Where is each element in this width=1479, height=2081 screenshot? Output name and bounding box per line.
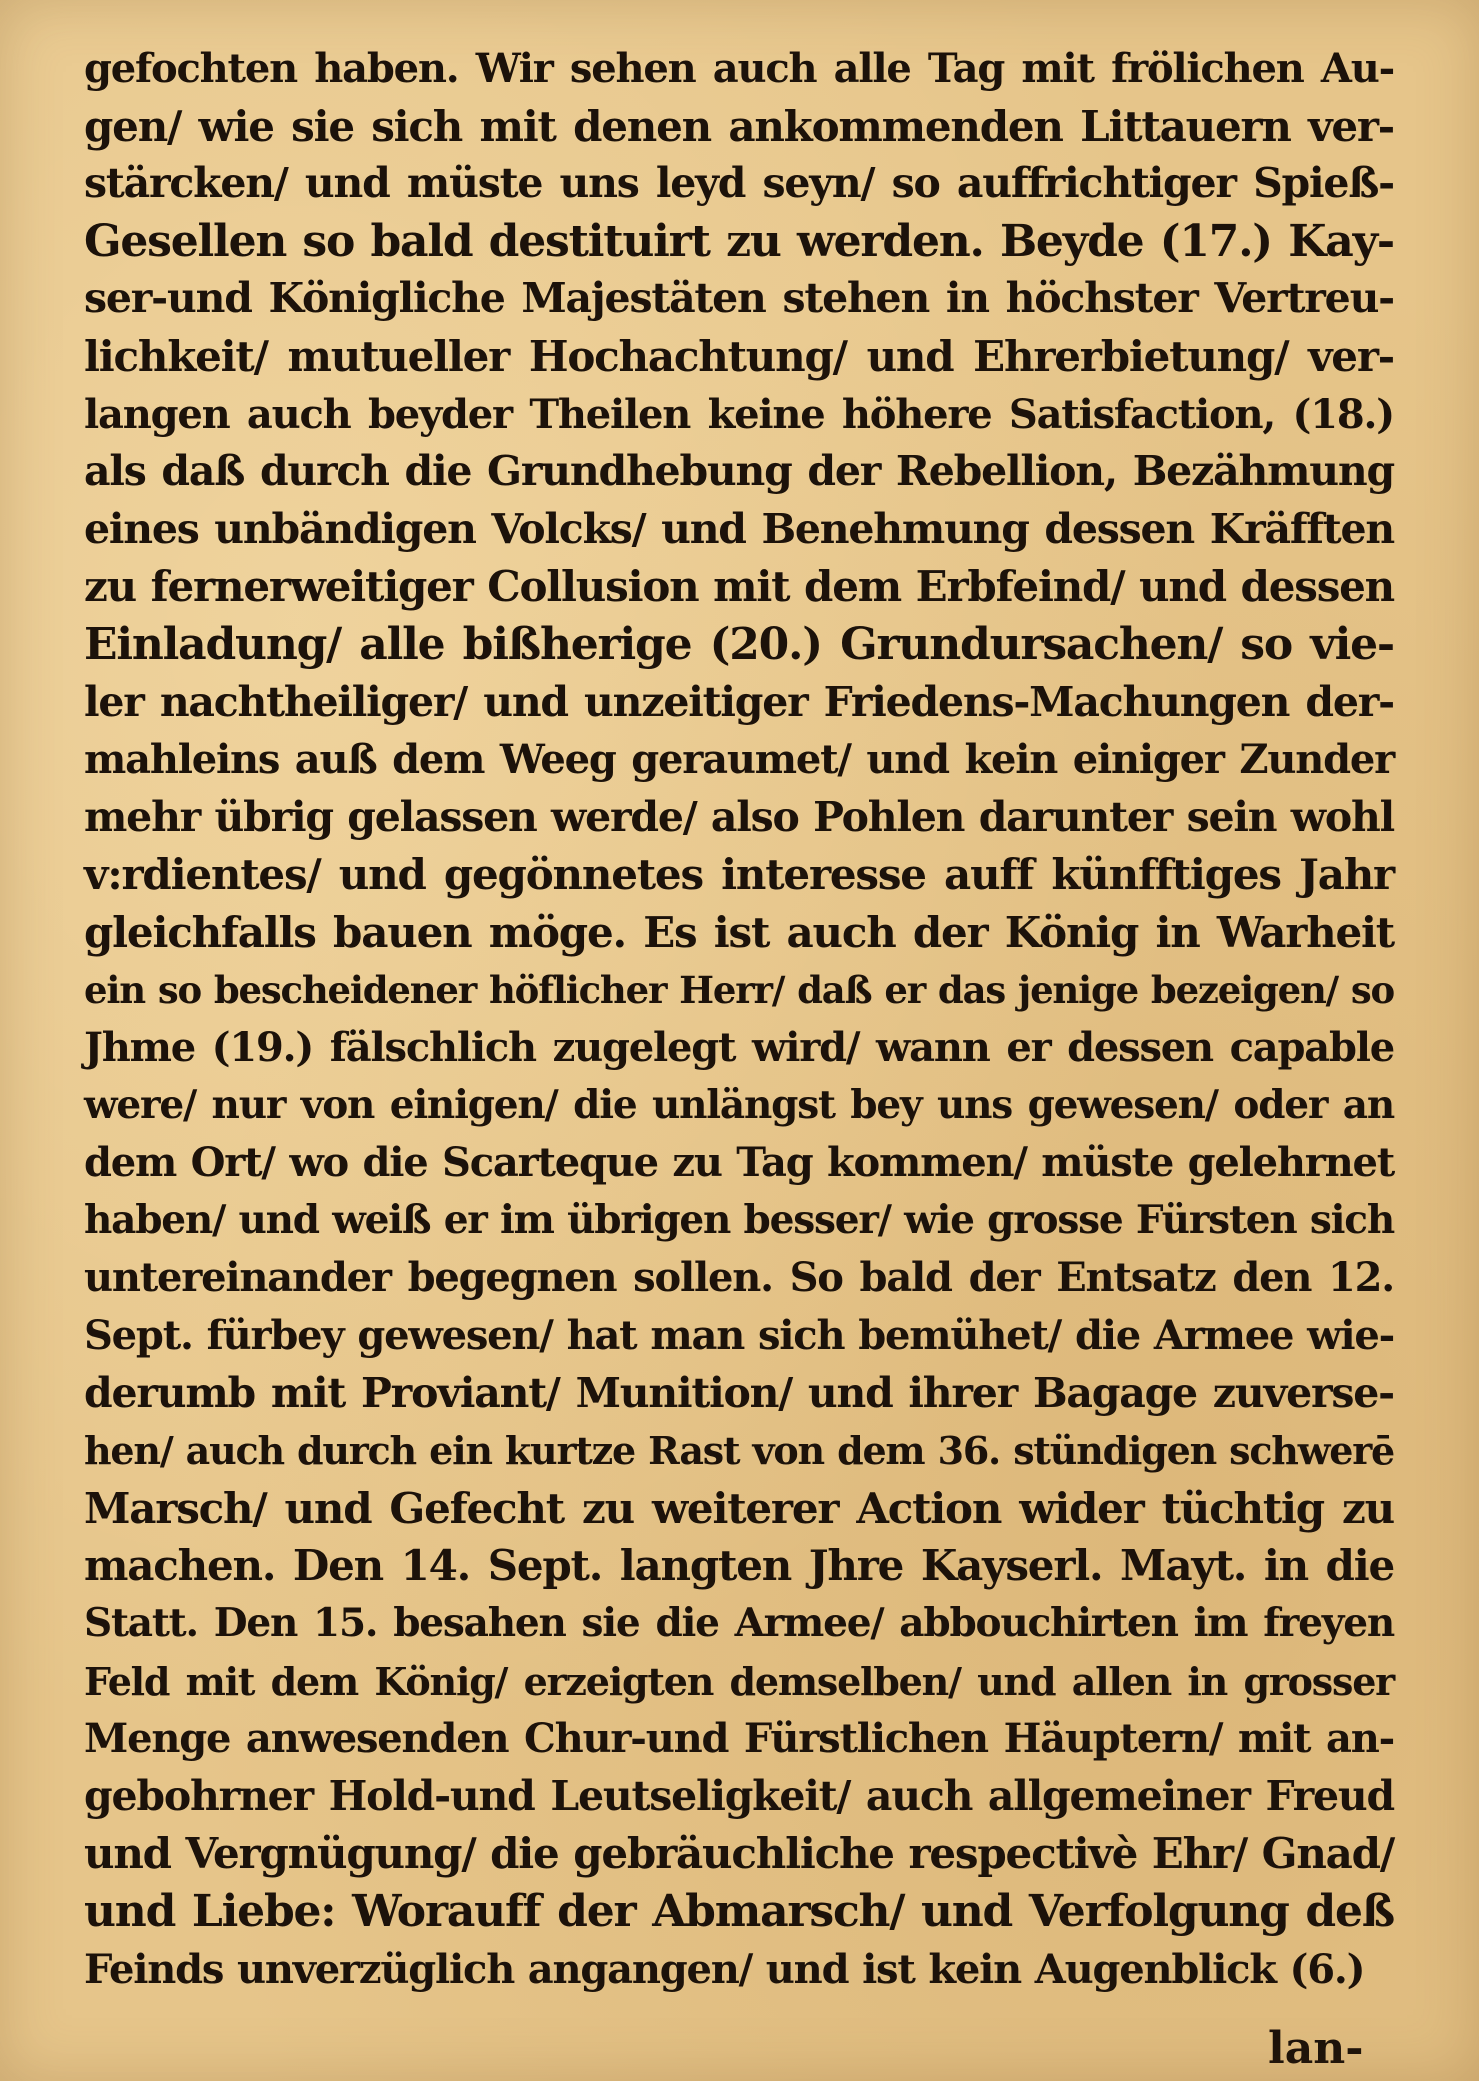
text-line: stärcken/ und müste uns leyd seyn/ so auffrichtiger Spieß- <box>84 159 1394 208</box>
text-line: Marsch/ und Gefecht zu weiterer Action wider tüchtig zu <box>84 1483 1394 1533</box>
text-line: und Vergnügung/ die gebräuchliche respectivè Ehr/ Gnad/ <box>84 1829 1394 1879</box>
text-line: ser-und Königliche Majestäten stehen in höchster Vertreu- <box>84 274 1394 323</box>
text-line: untereinander begegnen sollen. So bald der Entsatz den 12. <box>84 1254 1394 1302</box>
text-line: Statt. Den 15. besahen sie die Armee/ abbouchirten im freyen <box>84 1600 1394 1647</box>
text-line: langen auch beyder Theilen keine höhere Satisfaction, (18.) <box>84 390 1394 438</box>
text-line: derumb mit Proviant/ Munition/ und ihrer Bagage zuverse- <box>84 1368 1394 1417</box>
text-line: Feld mit dem König/ erzeigten demselben/ und allen in grosser <box>84 1658 1394 1704</box>
text-line: gleichfalls bauen möge. Es ist auch der König in Warheit <box>84 907 1394 957</box>
text-line: v:rdientes/ und gegönnetes interesse auff künfftiges Jahr <box>84 850 1394 900</box>
text-line: hen/ auch durch ein kurtze Rast von dem 36. stündigen schwerē <box>84 1428 1394 1474</box>
text-line: Feinds unverzüglich angangen/ und ist kein Augenblick (6.) <box>84 1945 1365 1993</box>
text-line: gefochten haben. Wir sehen auch alle Tag mit frölichen Au- <box>84 45 1394 92</box>
text-line: als daß durch die Grundhebung der Rebellion, Bezähmung <box>84 447 1394 496</box>
text-line: zu fernerweitiger Collusion mit dem Erbfeind/ und dessen <box>84 562 1394 612</box>
text-line: mehr übrig gelassen werde/ also Pohlen darunter sein wohl <box>84 792 1394 841</box>
text-line: ein so bescheidener höflicher Herr/ daß er das jenige bezeigen/ so <box>84 967 1394 1012</box>
text-line: were/ nur von einigen/ die unlängst bey uns gewesen/ oder an <box>84 1081 1394 1128</box>
text-line: Gesellen so bald destituirt zu werden. Beyde (17.) Kay- <box>84 215 1394 267</box>
text-line: Einladung/ alle bißherige (20.) Grundursachen/ so vie- <box>84 618 1394 670</box>
text-line: mahleins auß dem Weeg geraumet/ und kein einiger Zunder <box>84 736 1394 784</box>
text-line: und Liebe: Worauff der Abmarsch/ und Verfolgung deß <box>84 1886 1394 1937</box>
text-line: Menge anwesenden Chur-und Fürstlichen Häuptern/ mit an- <box>84 1715 1394 1763</box>
text-line: Sept. fürbey gewesen/ hat man sich bemühet/ die Armee wie- <box>84 1312 1394 1360</box>
text-line: dem Ort/ wo die Scarteque zu Tag kommen/ müste gelehrnet <box>84 1139 1394 1187</box>
text-line: eines unbändigen Volcks/ und Benehmung dessen Kräfften <box>84 504 1394 553</box>
text-line: machen. Den 14. Sept. langten Jhre Kayserl. Mayt. in die <box>84 1541 1394 1591</box>
catchword: lan- <box>1268 2023 1364 2074</box>
text-line: gen/ wie sie sich mit denen ankommenden Littauern ver- <box>84 101 1394 151</box>
text-line: gebohrner Hold-und Leutseligkeit/ auch allgemeiner Freud <box>84 1771 1394 1820</box>
text-line: Jhme (19.) fälschlich zugelegt wird/ wann er dessen capable <box>84 1024 1394 1072</box>
text-line: lichkeit/ mutueller Hochachtung/ und Ehrerbietung/ ver- <box>84 331 1394 381</box>
text-line: haben/ und weiß er im übrigen besser/ wie grosse Fürsten sich <box>84 1196 1394 1243</box>
text-line: ler nachtheiliger/ und unzeitiger Friedens-Machungen der- <box>84 677 1394 726</box>
body-text <box>84 40 1394 1998</box>
